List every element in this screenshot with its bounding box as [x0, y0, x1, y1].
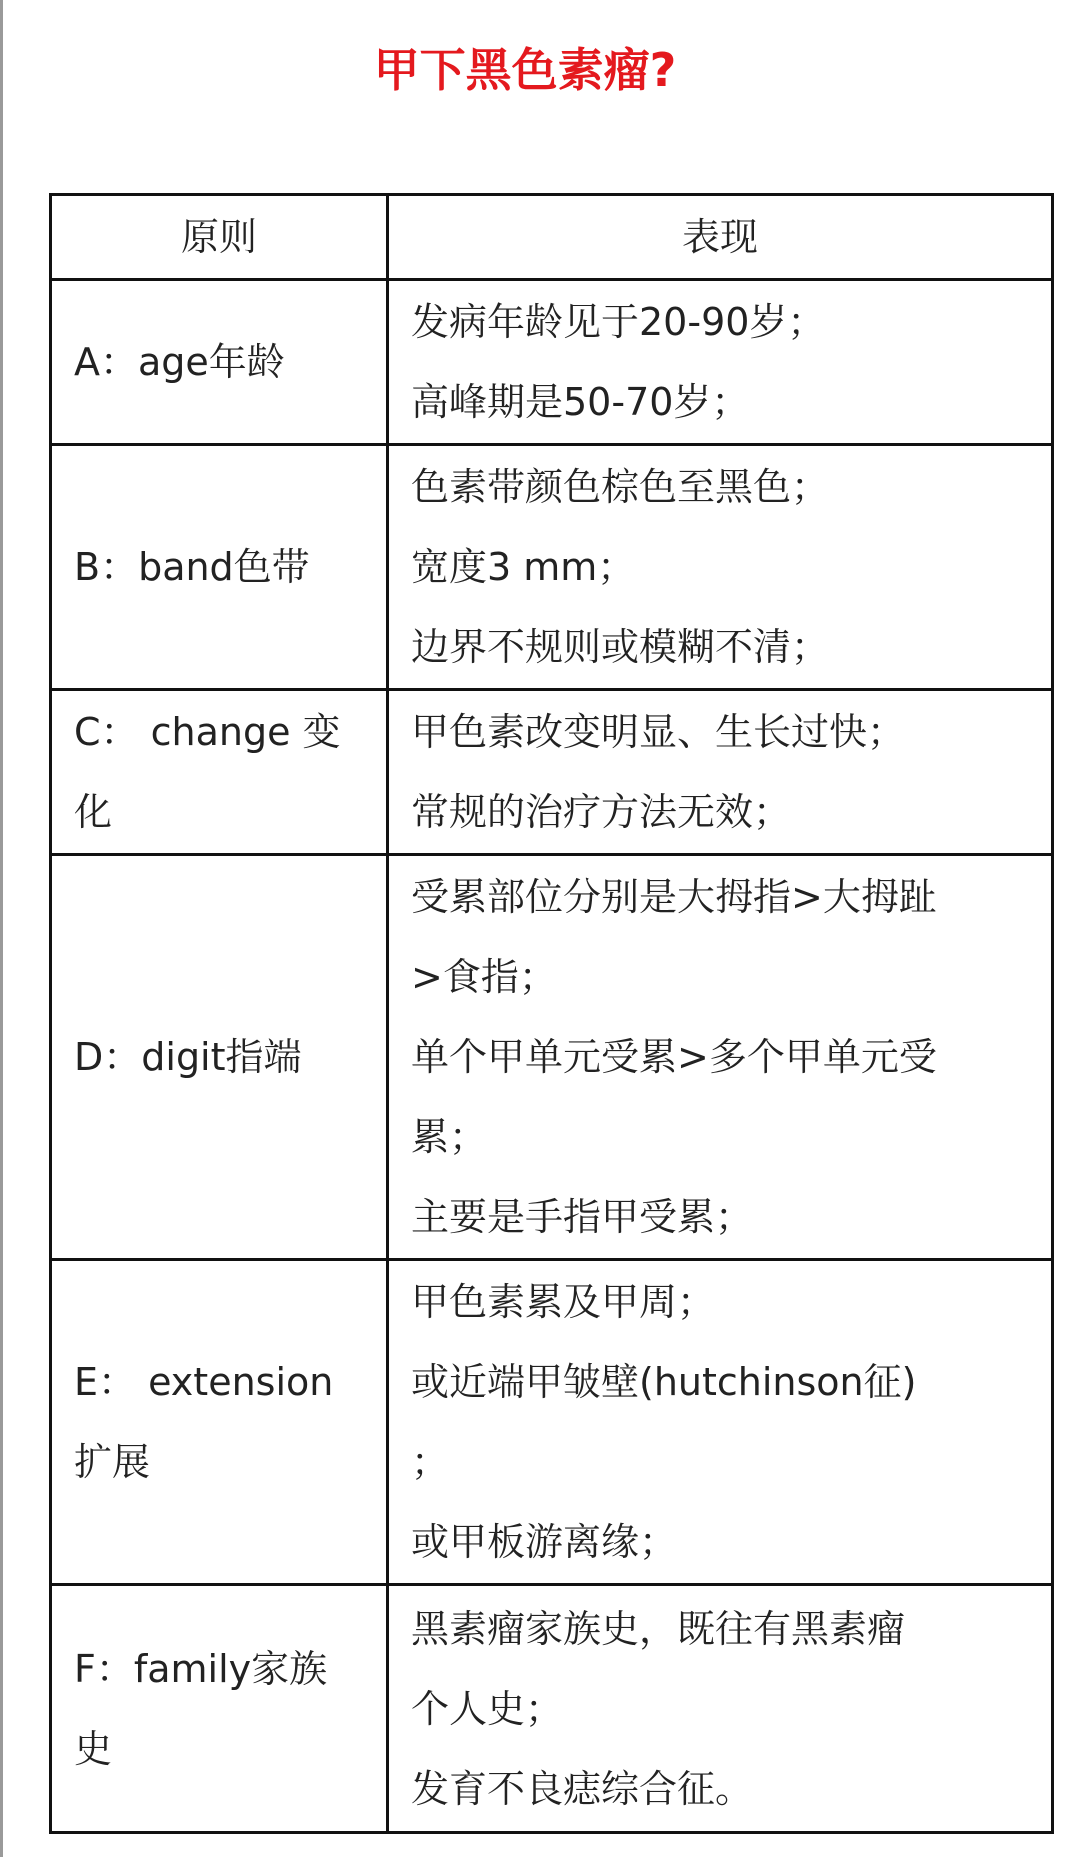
manifestation-line: 或甲板游离缘； — [411, 1520, 678, 1564]
manifestation-cell — [388, 1260, 1053, 1585]
manifestation-line: 发病年龄见于20-90岁； — [411, 300, 826, 344]
header-principle: 原则 — [51, 195, 388, 280]
manifestation-line: 甲色素改变明显、生长过快； — [411, 710, 906, 754]
manifestation-line: 受累部位分别是大拇指>大拇趾 — [411, 875, 937, 919]
principle-text: 扩展 — [74, 1440, 151, 1484]
manifestation-cell — [388, 690, 1053, 855]
principle-cell — [51, 690, 388, 855]
manifestation-line: 宽度3 mm； — [411, 545, 636, 589]
manifestation-cell — [388, 1585, 1053, 1833]
principle-cell — [51, 1260, 388, 1585]
manifestation-line: >食指； — [411, 955, 557, 999]
manifestation-line: 累； — [411, 1115, 488, 1159]
principle-cell — [51, 445, 388, 690]
manifestation-cell — [388, 855, 1053, 1260]
manifestation-line: ； — [411, 1440, 450, 1484]
principle-cell — [51, 280, 388, 445]
page-title: 甲下黑色素瘤? — [373, 43, 677, 97]
manifestation-line: 甲色素累及甲周； — [411, 1280, 716, 1324]
manifestation-line: 边界不规则或模糊不清； — [411, 625, 830, 669]
manifestation-line: 黑素瘤家族史，既往有黑素瘤 — [411, 1606, 906, 1651]
manifestation-cell — [388, 445, 1053, 690]
principle-text: 化 — [74, 790, 113, 834]
principle-cell — [51, 1585, 388, 1833]
principle-text: C： change 变 — [74, 710, 341, 754]
table-row — [51, 690, 1053, 855]
manifestation-line: 或近端甲皱壁(hutchinson征) — [411, 1360, 917, 1404]
manifestation-line: 单个甲单元受累>多个甲单元受 — [411, 1035, 937, 1079]
manifestation-line: 主要是手指甲受累； — [411, 1195, 754, 1239]
manifestation-line: 高峰期是50-70岁； — [411, 380, 750, 424]
manifestation-cell — [388, 280, 1053, 445]
principle-text: A：age年龄 — [74, 340, 285, 384]
manifestation-line: 发育不良痣综合征。 — [411, 1766, 754, 1811]
principle-cell — [51, 855, 388, 1260]
table-header-row — [51, 195, 1053, 280]
table-row — [51, 280, 1053, 445]
manifestation-line: 个人史； — [411, 1686, 564, 1731]
header-manifestation: 表现 — [388, 195, 1053, 280]
left-edge-border — [0, 0, 3, 1857]
table-row — [51, 1260, 1053, 1585]
table-row — [51, 855, 1053, 1260]
principle-text: E： extension — [74, 1360, 334, 1404]
manifestation-line: 色素带颜色棕色至黑色； — [411, 465, 830, 509]
table-row — [51, 445, 1053, 690]
abcdef-criteria-table — [49, 193, 1054, 1834]
principle-text: D：digit指端 — [74, 1035, 302, 1079]
principle-text: 史 — [74, 1726, 113, 1771]
table-row — [51, 1585, 1053, 1833]
manifestation-line: 常规的治疗方法无效； — [411, 790, 792, 834]
principle-text: B：band色带 — [74, 545, 310, 589]
principle-text: F：family家族 — [74, 1646, 328, 1691]
